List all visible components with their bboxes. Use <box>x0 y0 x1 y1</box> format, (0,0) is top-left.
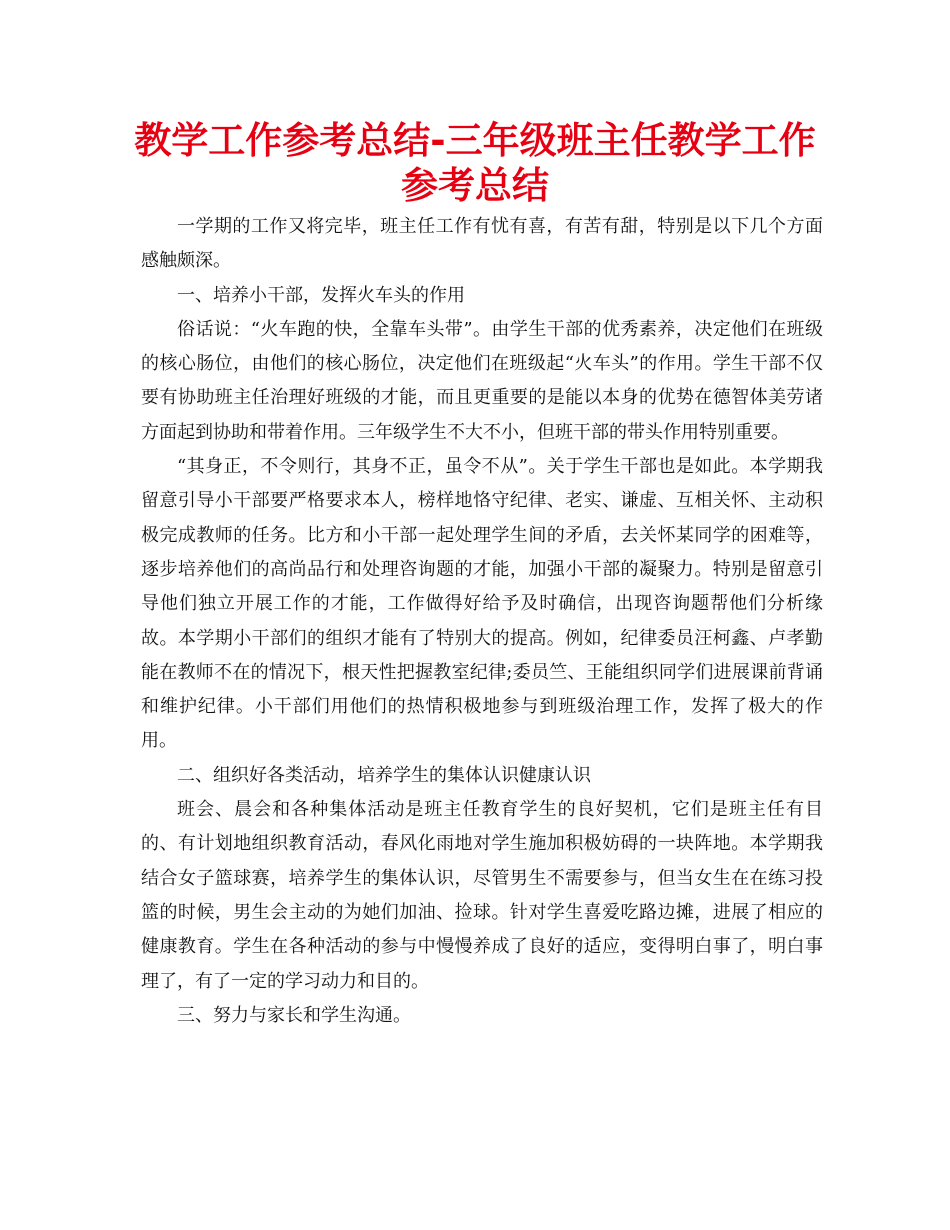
section-heading-1: 一、培养小干部，发挥火车头的作用 <box>177 284 465 306</box>
document-body <box>141 210 823 1033</box>
section-heading-2: 二、组织好各类活动，培养学生的集体认识健康认识 <box>177 764 591 786</box>
document-title: 教学工作参考总结-三年级班主任教学工作参考总结 <box>134 119 816 207</box>
paragraph-section-1-a: 俗话说：“火车跑的快，全靠车头带”。由学生干部的优秀素养，决定他们在班级的核心肠位，由他们的核心肠位，决定他们在班级起“火车头”的作用。学生干部不仅要有协助班主任治理好班级的才能，而且更重要的是能以本身的优势在德智体美劳诸方面起到协助和带着作用。三年级学生不大不小，但班干部的带头作用特别重要。 <box>141 318 823 443</box>
paragraph-section-2: 班会、晨会和各种集体活动是班主任教育学生的良好契机，它们是班主任有目的、有计划地组织教育活动，春风化雨地对学生施加积极妨碍的一块阵地。本学期我结合女子篮球赛，培养学生的集体认识，尽管男生不需要参与，但当女生在在练习投篮的时候，男生会主动的为她们加油、捡球。针对学生喜爱吃路边摊，进展了相应的健康教育。学生在各种活动的参与中慢慢养成了良好的适应，变得明白事了，明白事理了，有了一定的学习动力和目的。 <box>141 799 823 992</box>
paragraph-intro: 一学期的工作又将完毕，班主任工作有忧有喜，有苦有甜，特别是以下几个方面感触颇深。 <box>141 216 823 272</box>
section-heading-3: 三、努力与家长和学生沟通。 <box>177 1004 411 1026</box>
paragraph-section-1-b: “其身正，不令则行，其身不正，虽令不从”。关于学生干部也是如此。本学期我留意引导小干部要严格要求本人，榜样地恪守纪律、老实、谦虚、互相关怀、主动积极完成教师的任务。比方和小干部一起处理学生间的矛盾，去关怀某同学的困难等，逐步培养他们的高尚品行和处理咨询题的才能，加强小干部的凝聚力。特别是留意引导他们独立开展工作的才能，工作做得好给予及时确信，出现咨询题帮他们分析缘故。本学期小干部们的组织才能有了特别大的提高。例如，纪律委员汪柯鑫、卢孝勤能在教师不在的情况下，根天性把握教室纪律;委员竺、王能组织同学们进展课前背诵和维护纪律。小干部们用他们的热情积极地参与到班级治理工作，发挥了极大的作用。 <box>141 456 823 752</box>
